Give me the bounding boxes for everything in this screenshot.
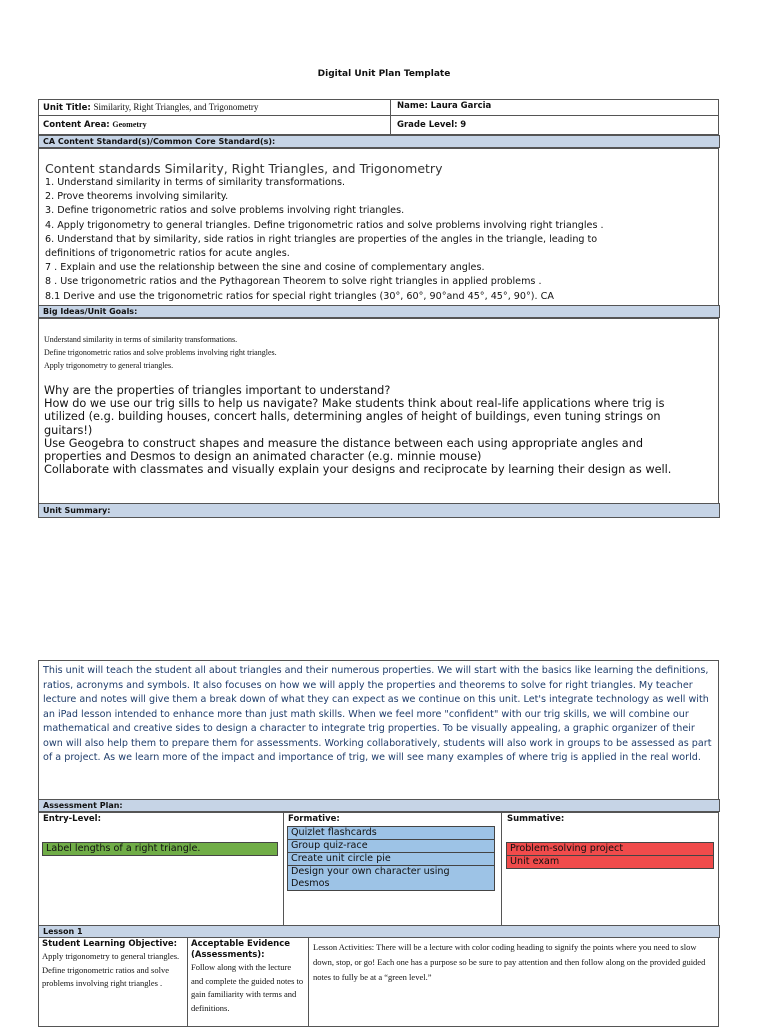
unit-summary-cell: [38, 660, 719, 800]
standards-list: [45, 176, 718, 304]
summative-label: Summative:: [507, 814, 565, 824]
list-item: Group quiz-race: [288, 840, 494, 853]
list-item: properties and Desmos to design an animated character (e.g. minnie mouse): [44, 450, 482, 464]
list-item: Collaborate with classmates and visually explain your designs and reciprocate by learning their design as well.: [44, 463, 672, 477]
summative-list: [506, 842, 714, 869]
evidence-text: Follow along with the lecture and complete the guided notes to gain familiarity with terms and definitions.: [191, 962, 304, 1013]
grade-value: 9: [460, 120, 467, 130]
standards-title: Content standards Similarity, Right Triangles, and Trigonometry: [45, 161, 443, 176]
list-item: 7 . Explain and use the relationship between the sine and cosine of complementary angles.: [45, 262, 485, 274]
list-item: Design your own character using Desmos: [291, 866, 450, 889]
entry-level-label: Entry-Level:: [43, 814, 101, 824]
summative-cell: [501, 812, 719, 927]
activities-label: Lesson Activities:: [313, 942, 375, 952]
entry-level-cell: [38, 812, 284, 927]
unit-summary-text: This unit will teach the student all about triangles and their numerous properties. We will start with the basics like learning the definitions, ratios, acronyms and symbols. It also focuses on how we will apply the properties and theorems to solve for right triangles. My teacher lecture and notes will give them a break down of what they can expect as we continue on this unit. Let's integrate technology as well with an iPad lesson intended to enhance more than just math skills. When we feel more "confident" with our trig skills, we will combine our mathematical and creative sides to design a character to integrate trig properties. To be visually appealing, a graphic organizer of their own will also help them to prepare them for assessments. Working collaboratively, students will also work in groups to be assessed as part of a project. As we learn more of the impact and importance of trig, we will see many examples of where trig is applied in the real world.: [43, 665, 712, 763]
list-item: 6. Understand that by similarity, side ratios in right triangles are properties of the angles in the triangle, leading to: [45, 233, 598, 245]
list-item: definitions of trigonometric ratios for acute angles.: [45, 248, 290, 260]
assessment-heading: Assessment Plan:: [38, 799, 720, 812]
standards-heading: CA Content Standard(s)/Common Core Standard(s):: [38, 135, 720, 148]
list-item: 3. Define trigonometric ratios and solve problems involving right triangles.: [45, 205, 405, 217]
content-area-cell: [38, 115, 391, 135]
list-item: Understand similarity in terms of similarity transformations.: [44, 335, 238, 344]
unit-title-value: Similarity, Right Triangles, and Trigonometry: [93, 102, 259, 112]
grade-cell: [390, 115, 719, 135]
activities-cell: [308, 937, 719, 1027]
content-area-value: Geometry: [112, 120, 147, 129]
evidence-cell: [187, 937, 309, 1027]
big-ideas-cell: [38, 318, 719, 505]
list-item: Unit exam: [510, 856, 560, 867]
list-item: 2. Prove theorems involving similarity.: [45, 191, 229, 203]
formative-list: [287, 826, 495, 891]
standards-cell: [38, 148, 719, 307]
list-item: guitars!): [44, 423, 93, 437]
evidence-label: Acceptable Evidence (Assessments):: [191, 939, 290, 960]
list-item: 4. Apply trigonometry to general triangles. Define trigonometric ratios and solve problems involving right triangles .: [45, 219, 604, 231]
lesson-heading: Lesson 1: [38, 925, 720, 938]
list-item: Apply trigonometry to general triangles.: [44, 361, 174, 370]
list-item: Quizlet flashcards: [288, 827, 494, 840]
list-item: 1. Understand similarity in terms of similarity transformations.: [45, 177, 345, 188]
list-item: Problem-solving project: [507, 843, 713, 856]
formative-label: Formative:: [288, 814, 340, 824]
entry-level-item: Label lengths of a right triangle.: [42, 842, 278, 856]
list-item: Why are the properties of triangles important to understand?: [44, 384, 391, 397]
page-title: Digital Unit Plan Template: [317, 69, 451, 79]
grade-label: Grade Level:: [397, 120, 458, 130]
content-area-label: Content Area:: [43, 120, 110, 130]
list-item: How do we use our trig sills to help us navigate? Make students think about real-life applications where trig is: [44, 397, 665, 411]
name-cell: [390, 99, 719, 116]
unit-summary-heading: Unit Summary:: [38, 503, 720, 518]
big-ideas-heading: Big Ideas/Unit Goals:: [38, 305, 720, 318]
list-item: 8.1 Derive and use the trigonometric ratios for special right triangles (30°, 60°, 90°and 45°, 45°, 90°). CA: [45, 290, 554, 302]
activities-text: There will be a lecture with color coding heading to signify the points where you need to slow down, stop, or go! Each one has a purpose so be sure to pay attention and then follow along on the provided guided notes to fully be at a “green level.”: [313, 942, 706, 982]
list-item: Create unit circle pie: [288, 853, 494, 866]
list-item: 8 . Use trigonometric ratios and the Pythagorean Theorem to solve right triangles in applied problems .: [45, 276, 542, 288]
big-ideas-small-list: [44, 333, 718, 372]
slo-text: Apply trigonometry to general triangles. Define trigonometric ratios and solve problems involving right triangles .: [42, 951, 180, 988]
big-ideas-list: [44, 384, 718, 476]
activities-text-block: [313, 940, 714, 985]
name-label: Name:: [397, 101, 428, 111]
list-item: Define trigonometric ratios and solve problems involving right triangles.: [44, 348, 277, 357]
slo-cell: [38, 937, 188, 1027]
list-item: utilized (e.g. building houses, concert halls, determining angles of height of buildings, even tuning strings on: [44, 410, 661, 424]
name-value: Laura Garcia: [430, 101, 492, 111]
list-item: Use Geogebra to construct shapes and measure the distance between each using appropriate angles and: [44, 436, 644, 450]
unit-title-cell: [38, 99, 391, 116]
slo-label: Student Learning Objective:: [42, 939, 178, 949]
unit-title-label: Unit Title:: [43, 103, 91, 113]
